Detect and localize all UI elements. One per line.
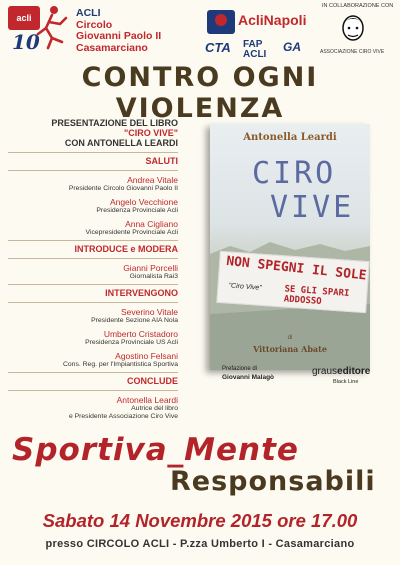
- speaker-role: Vicepresidente Provinciale Acli: [85, 229, 178, 236]
- protest-banner: [216, 251, 369, 313]
- speaker-role: e Presidente Associazione Ciro Vive: [68, 413, 178, 420]
- banner-main-text: NON SPEGNI IL SOLE: [225, 253, 368, 284]
- speaker-role: Giornalista Rai3: [129, 273, 178, 280]
- fap-logo-line: FAP: [243, 39, 263, 50]
- fap-logo-line: ACLI: [243, 49, 267, 60]
- divider: [8, 170, 178, 171]
- presentation-line: PRESENTAZIONE DEL LIBRO: [51, 118, 178, 128]
- speaker-name: Andrea Vitale: [127, 175, 178, 185]
- speaker-role: Autrice del libro: [131, 405, 178, 412]
- book-title-line: VIVE: [270, 190, 355, 225]
- speaker-name: Antonella Leardi: [116, 395, 178, 405]
- speaker-name: Gianni Porcelli: [123, 263, 178, 273]
- speaker-role: Presidente Sezione AIA Nola: [91, 317, 178, 324]
- association-caption: ASSOCIAZIONE CIRO VIVE: [320, 49, 385, 55]
- page-title: CONTRO OGNI VIOLENZA: [81, 62, 319, 124]
- publisher-name: graus: [312, 366, 338, 377]
- cta-logo: CTA: [205, 40, 231, 55]
- acli-logo-badge: acli: [8, 6, 40, 30]
- ga-logo: GA: [283, 40, 301, 54]
- book-cover: [210, 124, 370, 370]
- divider: [8, 302, 178, 303]
- preface-name: Giovanni Malagò: [222, 374, 275, 381]
- acli-napoli-logo: [207, 10, 235, 34]
- banner-small-text: "Ciro Vive": [228, 282, 262, 292]
- circolo-line: ACLI: [76, 7, 101, 19]
- banner-second-text: SE GLI SPARI ADDOSSO: [283, 284, 350, 308]
- speaker-name: Anna Cigliano: [125, 219, 178, 229]
- section-heading: INTERVENGONO: [105, 288, 178, 298]
- divider: [8, 258, 178, 259]
- circolo-line: Casamarciano: [76, 41, 148, 54]
- runner-icon: [32, 4, 72, 50]
- book-coauthor: Vittoriana Abate: [253, 344, 327, 354]
- speaker-role: Presidenza Provinciale Acli: [96, 207, 178, 214]
- circolo-line: Circolo: [76, 18, 113, 31]
- event-date: Sabato 14 Novembre 2015 ore 17.00: [42, 510, 358, 531]
- acli-napoli-name: AcliNapoli: [238, 12, 307, 28]
- divider: [8, 284, 178, 285]
- book-by-label: di: [287, 335, 293, 341]
- publisher-series: Black Line: [333, 379, 359, 385]
- fap-acli-logo: [243, 40, 266, 60]
- section-heading: INTRODUCE e MODERA: [74, 244, 178, 254]
- book-author: Antonella Leardi: [243, 132, 337, 143]
- publisher-logo: [312, 366, 370, 377]
- slogan-part2: Responsabili: [170, 466, 376, 497]
- preface-label: Prefazione di: [222, 366, 258, 372]
- circolo-name: [76, 8, 161, 54]
- section-heading: SALUTI: [145, 156, 178, 166]
- divider: [8, 390, 178, 391]
- ciro-face-icon: [338, 12, 368, 44]
- publisher-name-bold: editore: [337, 366, 371, 377]
- speaker-name: Agostino Felsani: [115, 351, 178, 361]
- with-author: CON ANTONELLA LEARDI: [64, 138, 178, 148]
- book-title-line: CIRO: [252, 156, 337, 191]
- speaker-name: Angelo Vecchione: [109, 197, 178, 207]
- divider: [8, 152, 178, 153]
- slogan-part1: Sportiva_Mente: [12, 432, 299, 468]
- divider: [8, 372, 178, 373]
- circolo-line: Giovanni Paolo II: [76, 30, 162, 42]
- speaker-role: Presidenza Provinciale US Acli: [85, 339, 178, 346]
- collaboration-label: IN COLLABORAZIONE CON: [322, 3, 394, 9]
- section-heading: CONCLUDE: [127, 376, 178, 386]
- speaker-role: Presidente Circolo Giovanni Paolo II: [68, 185, 178, 192]
- speaker-role: Cons. Reg. per l'Impiantistica Sportiva: [62, 361, 178, 368]
- speaker-name: Umberto Cristadoro: [103, 329, 178, 339]
- program-column: [8, 118, 178, 421]
- speaker-name: Severino Vitale: [120, 307, 178, 317]
- anniversary-number: 10: [12, 30, 40, 54]
- event-venue: presso CIRCOLO ACLI - P.zza Umberto I - Casamarciano: [45, 538, 355, 550]
- divider: [8, 240, 178, 241]
- book-name: "CIRO VIVE": [123, 128, 178, 138]
